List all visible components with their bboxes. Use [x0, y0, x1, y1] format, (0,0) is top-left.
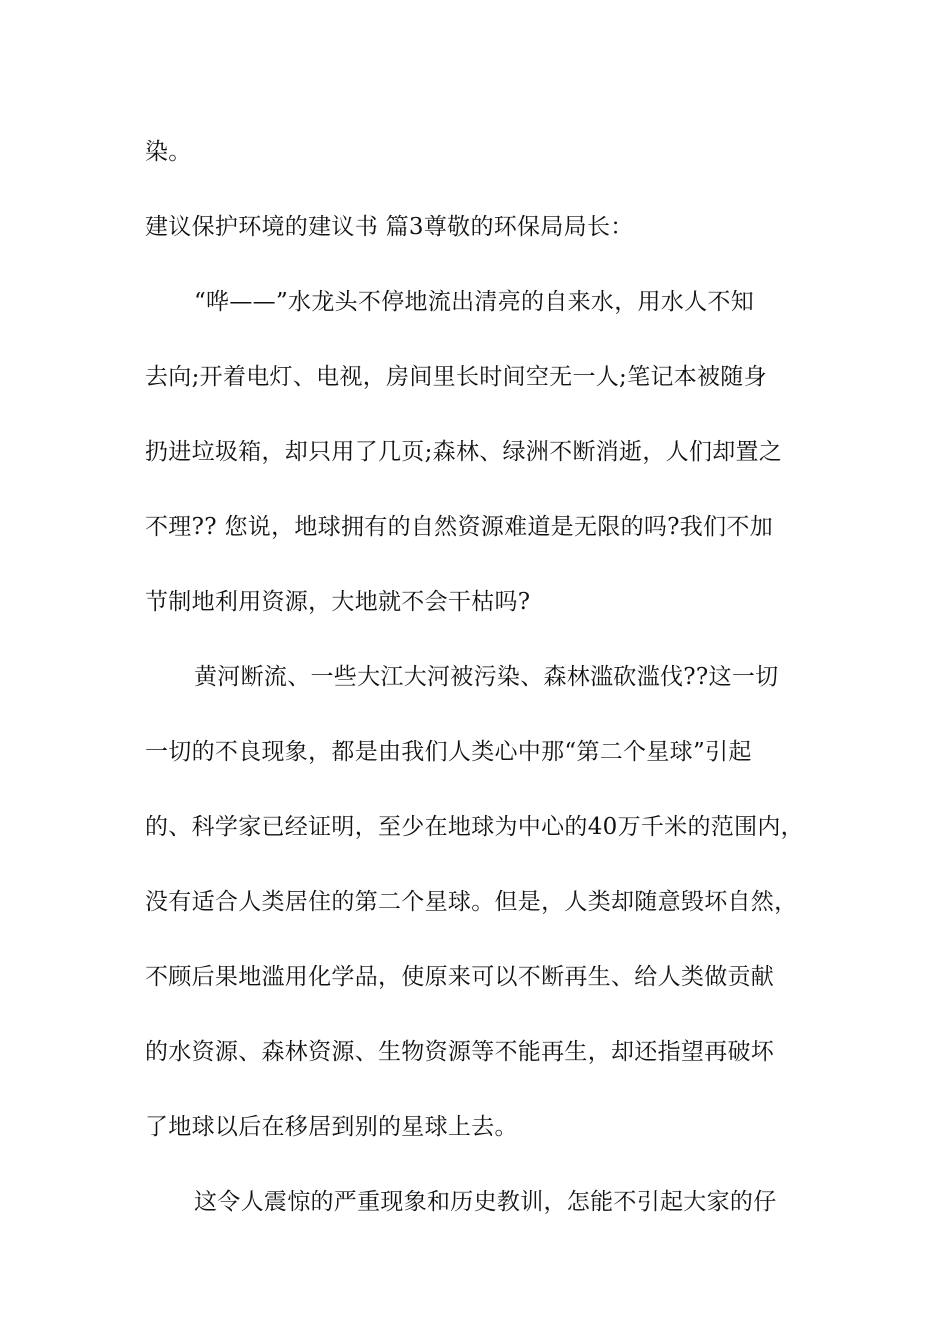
text-line: 节制地利用资源，大地就不会干枯吗? [145, 589, 531, 615]
paragraph-first-line: “哗——”水龙头不停地流出清亮的自来水，用水人不知 [194, 289, 755, 315]
text-line: 不顾后果地滥用化学品，使原来可以不断再生、给人类做贡献 [145, 964, 775, 990]
paragraph-first-line: 黄河断流、一些大江大河被污染、森林滥砍滥伐??这一切 [194, 664, 779, 690]
text-line: 染。 [145, 139, 192, 165]
text-line: 去向;开着电灯、电视，房间里长时间空无一人;笔记本被随身 [145, 364, 767, 390]
section-heading: 建议保护环境的建议书 篇3尊敬的环保局局长： [145, 214, 634, 240]
text-line: 一切的不良现象，都是由我们人类心中那“第二个星球”引起 [145, 739, 752, 765]
text-line: 的、科学家已经证明，至少在地球为中心的40万千米的范围内， [145, 814, 804, 840]
text-line: 没有适合人类居住的第二个星球。但是，人类却随意毁坏自然， [145, 889, 798, 915]
text-line: 扔进垃圾箱，却只用了几页;森林、绿洲不断消逝，人们却置之 [145, 439, 783, 465]
text-line: 不理?? 您说，地球拥有的自然资源难道是无限的吗?我们不加 [145, 514, 774, 540]
text-line: 的水资源、森林资源、生物资源等不能再生，却还指望再破坏 [145, 1039, 775, 1065]
paragraph-first-line: 这令人震惊的严重现象和历史教训，怎能不引起大家的仔 [194, 1189, 777, 1215]
text-line: 了地球以后在移居到别的星球上去。 [145, 1114, 518, 1140]
